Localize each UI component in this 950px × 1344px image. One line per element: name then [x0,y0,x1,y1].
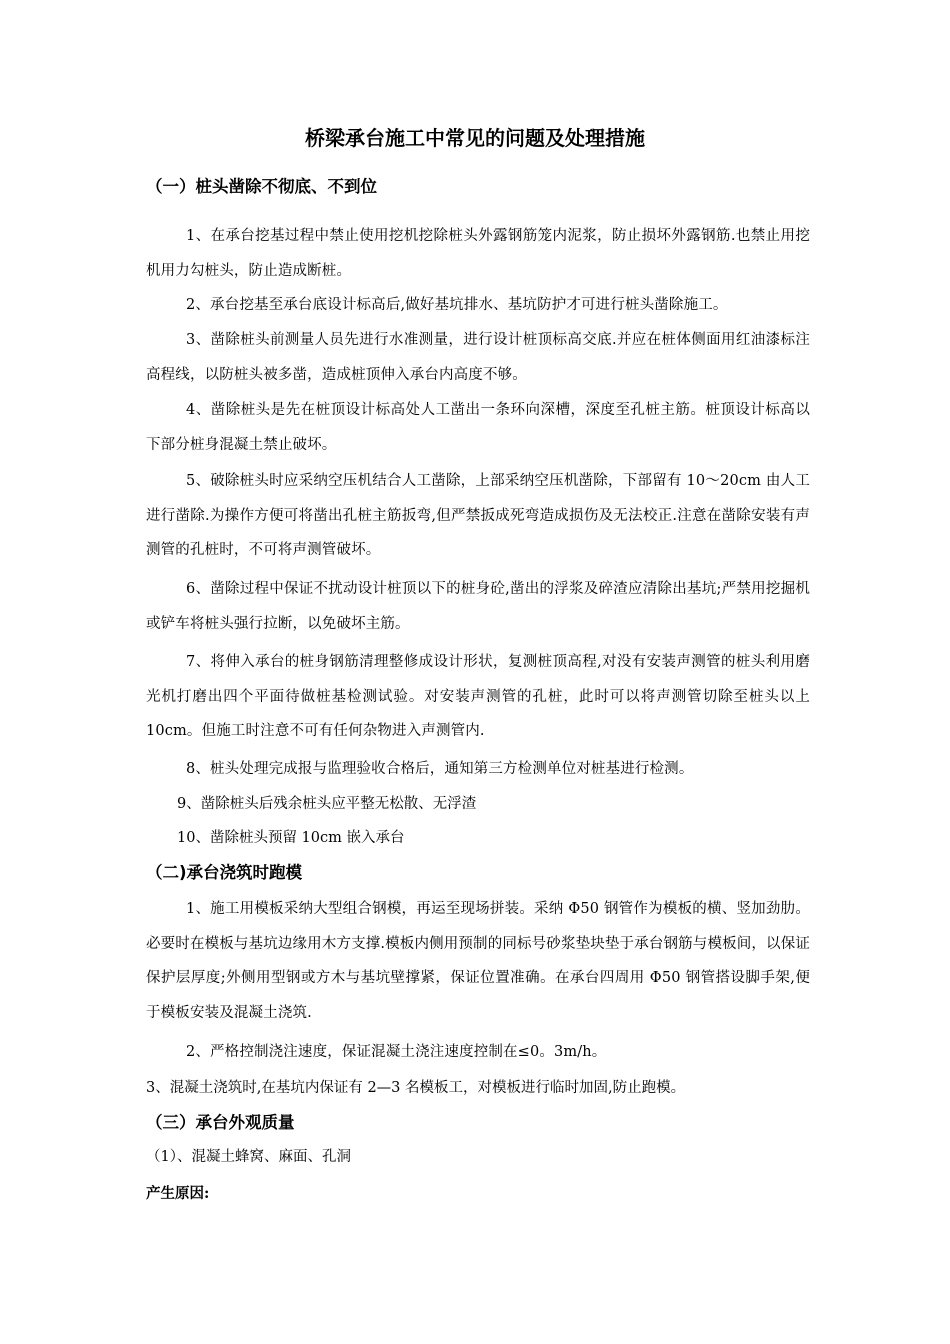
section-1-item-7: 7、将伸入承台的桩身钢筋清理整修成设计形状，复测桩顶高程,对没有安装声测管的桩头利用磨光机打磨出四个平面待做桩基检测试验。对安装声测管的孔桩，此时可以将声测管切除至桩头以上 10cm。但施工时注意不可有任何杂物进入声测管内. [146,654,810,739]
section-3-subitem: （1）、混凝土蜂窝、麻面、孔洞 [146,1149,351,1165]
section-1-item-5: 5、破除桩头时应采纳空压机结合人工凿除，上部采纳空压机凿除，下部留有 10～20cm 由人工进行凿除.为操作方便可将凿出孔桩主筋扳弯,但严禁扳成死弯造成损伤及无法校正.注意在凿除安装有声测管的孔桩时，不可将声测管破坏。 [146,473,810,558]
section-2-item-2: 2、严格控制浇注速度，保证混凝土浇注速度控制在≤0。3m/h。 [186,1044,607,1060]
section-3-heading: （三）承台外观质量 [146,1113,295,1132]
section-1-item-1: 1、在承台挖基过程中禁止使用挖机挖除桩头外露钢筋笼内泥浆，防止损坏外露钢筋.也禁止用挖机用力勾桩头，防止造成断桩。 [146,228,810,279]
document-title: 桥梁承台施工中常见的问题及处理措施 [305,126,645,150]
section-2-heading: （二)承台浇筑时跑模 [146,863,303,882]
section-1-item-6: 6、凿除过程中保证不扰动设计桩顶以下的桩身砼,凿出的浮浆及碎渣应清除出基坑;严禁用挖掘机或铲车将桩头强行拉断，以免破坏主筋。 [146,581,810,632]
section-1-item-8: 8、桩头处理完成报与监理验收合格后，通知第三方检测单位对桩基进行检测。 [186,761,694,777]
section-2-item-1: 1、施工用模板采纳大型组合钢模，再运至现场拼装。采纳 Φ50 钢管作为模板的横、竖加劲肋。必要时在模板与基坑边缘用木方支撑.模板内侧用预制的同标号砂浆垫块垫于承台钢筋与模板间，以保证保护层厚度;外侧用型钢或方木与基坑壁撑紧，保证位置准确。在承台四周用 Φ50 钢管搭设脚手架,便于模板安装及混凝土浇筑. [146,901,811,1021]
section-1-heading: （一）桩头凿除不彻底、不到位 [146,177,377,196]
section-1-item-4: 4、凿除桩头是先在桩顶设计标高处人工凿出一条环向深槽，深度至孔桩主筋。桩顶设计标高以下部分桩身混凝土禁止破坏。 [146,402,810,453]
section-2-item-3: 3、混凝土浇筑时,在基坑内保证有 2—3 名模板工，对模板进行临时加固,防止跑模。 [146,1080,686,1096]
section-1-item-3: 3、凿除桩头前测量人员先进行水准测量，进行设计桩顶标高交底.并应在桩体侧面用红油漆标注高程线，以防桩头被多凿，造成桩顶伸入承台内高度不够。 [146,332,810,383]
section-1-item-9: 9、凿除桩头后残余桩头应平整无松散、无浮渣 [177,796,477,812]
cause-label: 产生原因: [146,1185,210,1202]
section-1-item-2: 2、承台挖基至承台底设计标高后,做好基坑排水、基坑防护才可进行桩头凿除施工。 [186,297,728,313]
section-1-item-10: 10、凿除桩头预留 10cm 嵌入承台 [177,830,405,846]
